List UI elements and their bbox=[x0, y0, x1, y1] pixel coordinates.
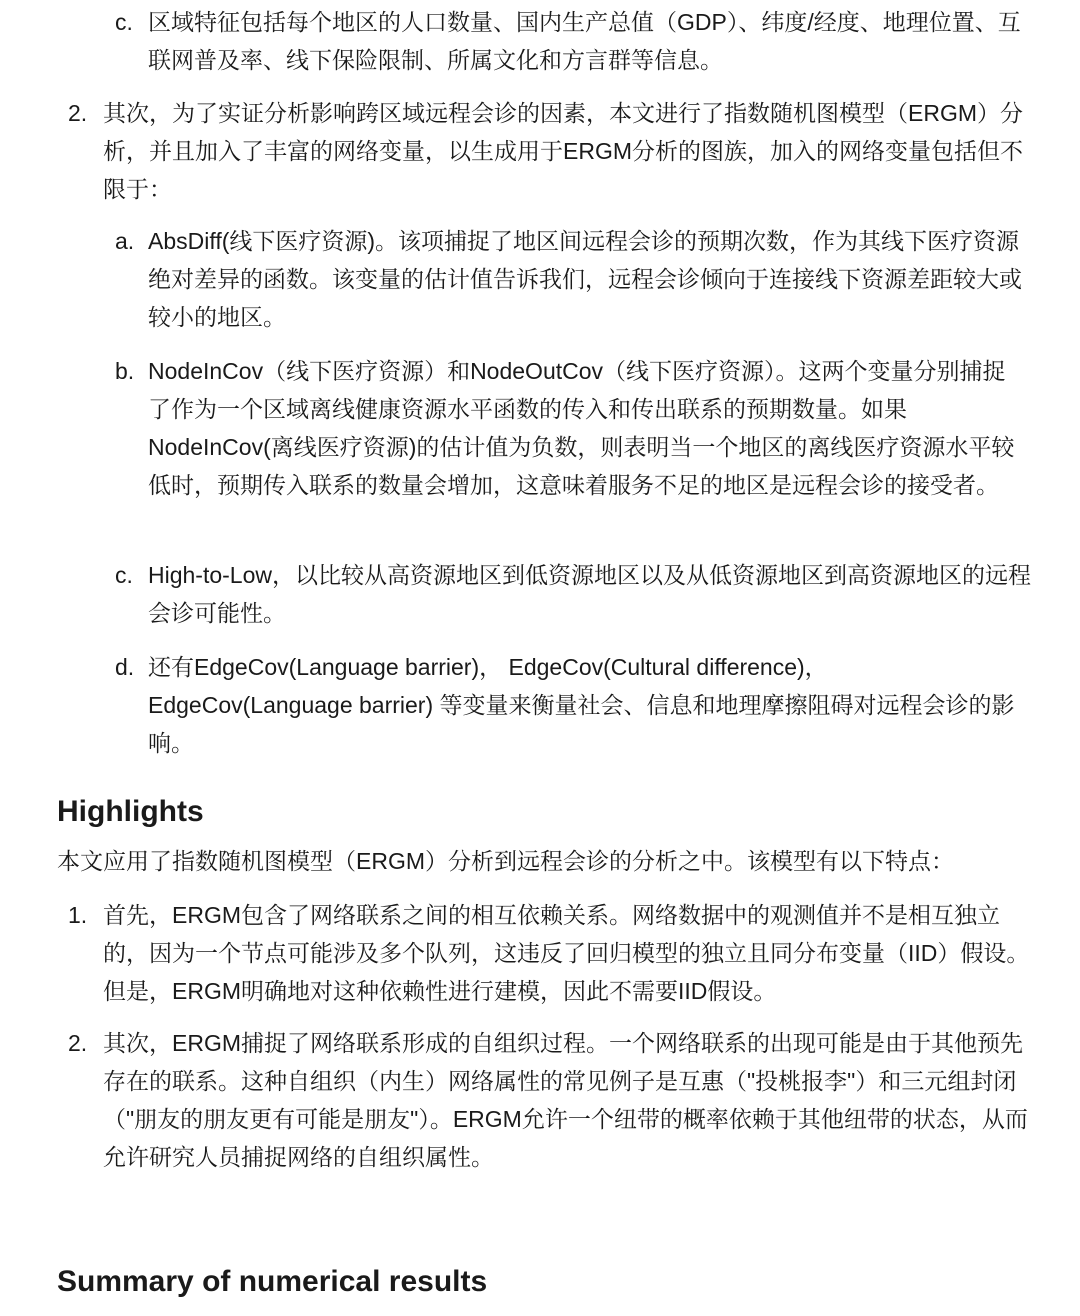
list-item-2-ergm-analysis bbox=[68, 94, 1043, 208]
list-marker: 2. bbox=[68, 100, 88, 126]
list-item-text: 区域特征包括每个地区的人口数量、国内生产总值（GDP）、纬度/经度、地理位置、互联网普及率、线下保险限制、所属文化和方言群等信息。 bbox=[148, 9, 1021, 73]
list-item-text: 首先，ERGM包含了网络联系之间的相互依赖关系。网络数据中的观测值并不是相互独立的，因为一个节点可能涉及多个队列，这违反了回归模型的独立且同分布变量（IID）假设。但是，ERGM明确地对这种依赖性进行建模，因此不需要IID假设。 bbox=[103, 902, 1030, 1004]
list-subitem-a-absdiff bbox=[115, 222, 1045, 336]
list-subitem-c-high-to-low bbox=[115, 556, 1050, 632]
highlights-intro: 本文应用了指数随机图模型（ERGM）分析到远程会诊的分析之中。该模型有以下特点： bbox=[57, 848, 954, 874]
list-subitem-d-edgecov bbox=[115, 648, 1045, 762]
summary-heading: Summary of numerical results bbox=[57, 1265, 488, 1298]
list-marker: c. bbox=[115, 9, 133, 35]
list-item-text: High-to-Low，以比较从高资源地区到低资源地区以及从低资源地区到高资源地区的远程会诊可能性。 bbox=[148, 562, 1031, 626]
list-item-text: 还有EdgeCov(Language barrier)， EdgeCov(Cultural difference)，EdgeCov(Language barrier) 等变量来衡量社会、信息和地理摩擦阻碍对远程会诊的影响。 bbox=[148, 654, 1015, 756]
list-item-text: 其次，ERGM捕捉了网络联系形成的自组织过程。一个网络联系的出现可能是由于其他预先存在的联系。这种自组织（内生）网络属性的常见例子是互惠（"投桃报李"）和三元组封闭（"朋友的朋友更有可能是朋友"）。ERGM允许一个纽带的概率依赖于其他纽带的状态，从而允许研究人员捕捉网络的自组织属性。 bbox=[103, 1030, 1028, 1170]
list-marker: a. bbox=[115, 228, 135, 254]
list-marker: 1. bbox=[68, 902, 88, 928]
list-subitem-c-regional-features bbox=[115, 3, 1045, 79]
highlights-item-2 bbox=[68, 1024, 1043, 1176]
list-item-text: 其次，为了实证分析影响跨区域远程会诊的因素，本文进行了指数随机图模型（ERGM）分析，并且加入了丰富的网络变量，以生成用于ERGM分析的图族，加入的网络变量包括但不限于： bbox=[103, 100, 1023, 202]
list-marker: d. bbox=[115, 654, 135, 680]
list-subitem-b-nodecov bbox=[115, 352, 1045, 504]
list-marker: c. bbox=[115, 562, 133, 588]
list-marker: 2. bbox=[68, 1030, 88, 1056]
highlights-item-1 bbox=[68, 896, 1043, 1010]
list-marker: b. bbox=[115, 358, 135, 384]
list-item-text: AbsDiff(线下医疗资源)。该项捕捉了地区间远程会诊的预期次数，作为其线下医疗资源绝对差异的函数。该变量的估计值告诉我们，远程会诊倾向于连接线下资源差距较大或较小的地区。 bbox=[148, 228, 1022, 330]
highlights-heading: Highlights bbox=[57, 795, 204, 828]
list-item-text: NodeInCov（线下医疗资源）和NodeOutCov（线下医疗资源）。这两个变量分别捕捉了作为一个区域离线健康资源水平函数的传入和传出联系的预期数量。如果NodeInCov(离线医疗资源)的估计值为负数，则表明当一个地区的离线医疗资源水平较低时，预期传入联系的数量会增加，这意味着服务不足的地区是远程会诊的接受者。 bbox=[148, 358, 1015, 498]
